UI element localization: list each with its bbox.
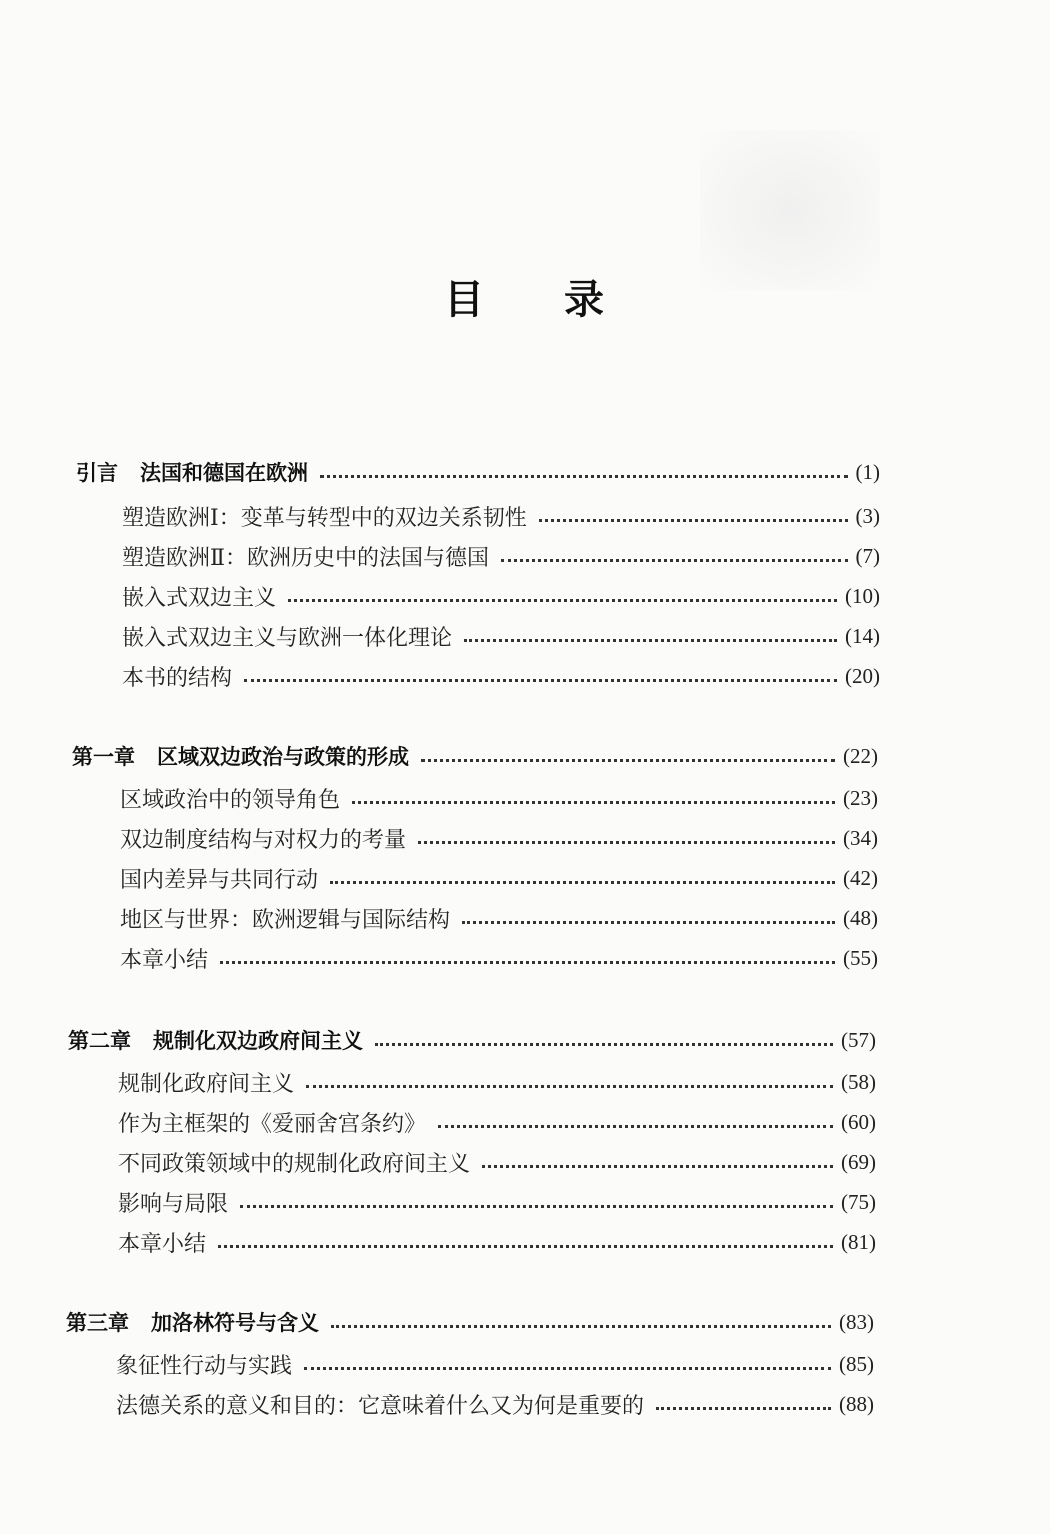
- dot-leader: [330, 881, 835, 884]
- toc-chapter-3[interactable]: [66, 1306, 874, 1338]
- section-title: 影响与局限: [118, 1191, 229, 1217]
- dot-leader: [218, 1245, 833, 1248]
- page-number: (14): [845, 623, 880, 648]
- dot-leader: [288, 599, 837, 602]
- dot-leader: [462, 921, 835, 924]
- toc-section[interactable]: [118, 1226, 876, 1258]
- page-number: (81): [841, 1229, 876, 1254]
- page-number: (83): [839, 1309, 874, 1334]
- toc-section[interactable]: [118, 1146, 876, 1178]
- toc-section[interactable]: [122, 580, 880, 612]
- page-number: (23): [843, 785, 878, 810]
- chapter-title: 加洛林符号与含义: [151, 1311, 319, 1335]
- toc-section[interactable]: [118, 1066, 876, 1098]
- section-title: 作为主框架的《爱丽舍宫条约》: [118, 1111, 427, 1137]
- page-number: (69): [841, 1149, 876, 1174]
- section-title: 嵌入式双边主义与欧洲一体化理论: [122, 625, 453, 651]
- page-number: (75): [841, 1189, 876, 1214]
- page-number: (10): [845, 583, 880, 608]
- section-title: 规制化政府间主义: [118, 1071, 295, 1097]
- section-title: 法德关系的意义和目的：它意味着什么又为何是重要的: [116, 1393, 645, 1419]
- section-title: 本章小结: [118, 1231, 207, 1257]
- chapter-label: 第一章: [72, 745, 135, 769]
- dot-leader: [240, 1205, 833, 1208]
- dot-leader: [375, 1043, 833, 1046]
- toc-section[interactable]: [118, 1106, 876, 1138]
- section-title: 国内差异与共同行动: [120, 867, 319, 893]
- toc-chapter-2[interactable]: [68, 1024, 876, 1056]
- dot-leader: [482, 1165, 833, 1168]
- toc-section[interactable]: [120, 942, 878, 974]
- page-number: (22): [843, 743, 878, 768]
- dot-leader: [501, 559, 848, 562]
- section-title: 本书的结构: [122, 665, 233, 691]
- page-number: (42): [843, 865, 878, 890]
- dot-leader: [539, 519, 848, 522]
- section-title: 嵌入式双边主义: [122, 585, 277, 611]
- section-title: 塑造欧洲Ⅱ：欧洲历史中的法国与德国: [122, 545, 489, 571]
- toc-section[interactable]: [120, 822, 878, 854]
- dot-leader: [656, 1407, 831, 1410]
- toc-section[interactable]: [122, 660, 880, 692]
- dot-leader: [352, 801, 835, 804]
- chapter-label: 引言: [76, 461, 118, 485]
- section-title: 区域政治中的领导角色: [120, 787, 341, 813]
- dot-leader: [438, 1125, 833, 1128]
- chapter-label: 第二章: [68, 1029, 131, 1053]
- page-number: (1): [855, 459, 880, 484]
- section-title: 不同政策领域中的规制化政府间主义: [118, 1151, 471, 1177]
- page-number: (34): [843, 825, 878, 850]
- page-number: (55): [843, 945, 878, 970]
- page-number: (57): [841, 1027, 876, 1052]
- title-char-right: 录: [564, 277, 606, 323]
- dot-leader: [421, 759, 835, 762]
- page-number: (85): [839, 1351, 874, 1376]
- section-title: 塑造欧洲Ⅰ：变革与转型中的双边关系韧性: [122, 505, 527, 531]
- toc-chapter-intro[interactable]: [76, 456, 880, 488]
- toc-section[interactable]: [120, 862, 878, 894]
- page-number: (20): [845, 663, 880, 688]
- dot-leader: [331, 1325, 831, 1328]
- title-char-left: 目: [444, 277, 486, 323]
- page-number: (3): [855, 503, 880, 528]
- chapter-title: 区域双边政治与政策的形成: [157, 745, 409, 769]
- dot-leader: [304, 1367, 831, 1370]
- chapter-title: 法国和德国在欧洲: [140, 461, 308, 485]
- dot-leader: [418, 841, 835, 844]
- page-number: (7): [855, 543, 880, 568]
- toc-section[interactable]: [118, 1186, 876, 1218]
- toc-section[interactable]: [122, 620, 880, 652]
- dot-leader: [320, 475, 848, 478]
- dot-leader: [306, 1085, 833, 1088]
- section-title: 双边制度结构与对权力的考量: [120, 827, 407, 853]
- chapter-label: 第三章: [66, 1311, 129, 1335]
- dot-leader: [244, 679, 837, 682]
- toc-section[interactable]: [116, 1388, 874, 1420]
- page-number: (60): [841, 1109, 876, 1134]
- dot-leader: [220, 961, 835, 964]
- section-title: 地区与世界：欧洲逻辑与国际结构: [120, 907, 451, 933]
- toc-section[interactable]: [120, 902, 878, 934]
- section-title: 本章小结: [120, 947, 209, 973]
- toc-section[interactable]: [122, 540, 880, 572]
- chapter-title: 规制化双边政府间主义: [153, 1029, 363, 1053]
- page-number: (58): [841, 1069, 876, 1094]
- toc-chapter-1[interactable]: [72, 740, 878, 772]
- toc-section[interactable]: [120, 782, 878, 814]
- page-number: (48): [843, 905, 878, 930]
- page-number: (88): [839, 1391, 874, 1416]
- toc-section[interactable]: [122, 500, 880, 532]
- section-title: 象征性行动与实践: [116, 1353, 293, 1379]
- dot-leader: [464, 639, 837, 642]
- toc-section[interactable]: [116, 1348, 874, 1380]
